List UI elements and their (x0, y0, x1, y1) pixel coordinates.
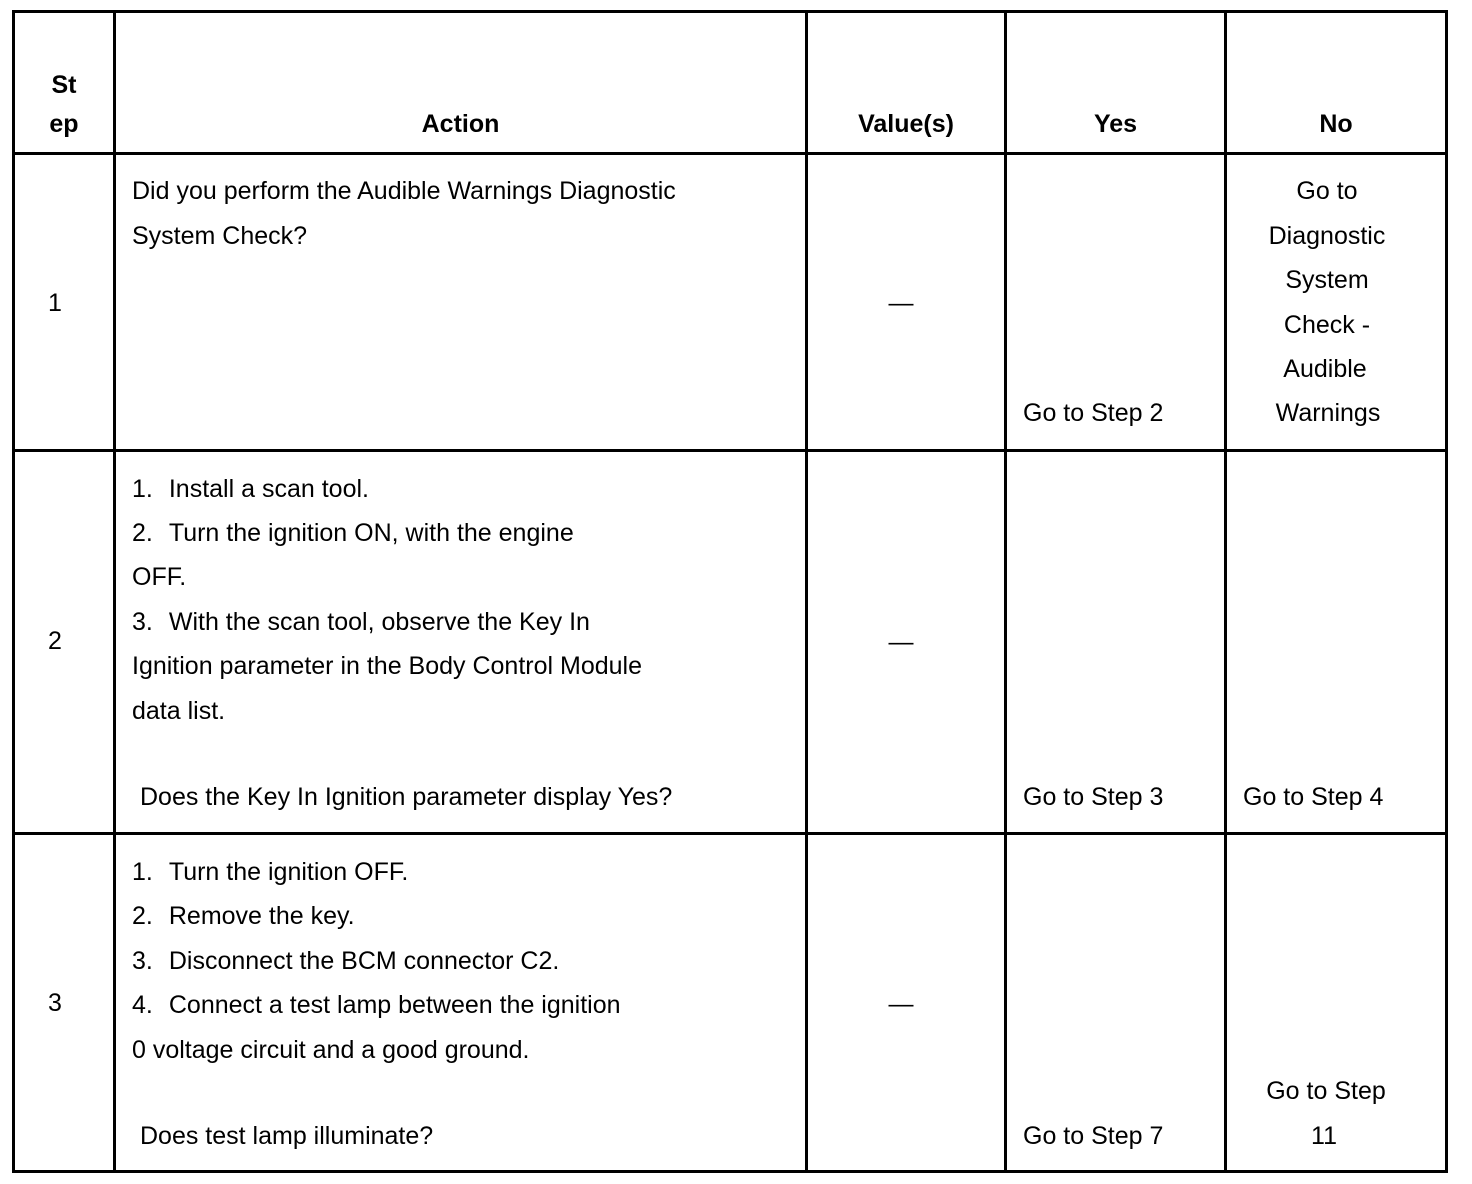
row1-value: — (888, 289, 914, 317)
list-number: 2. (132, 519, 153, 547)
header-divider (12, 152, 1448, 155)
row2-item3-cont1: Ignition parameter in the Body Control Module (132, 652, 643, 680)
list-number: 4. (132, 991, 153, 1019)
row1-no-line2: Diagnostic (1268, 222, 1386, 250)
header-step-line2: ep (49, 110, 79, 138)
row1-step: 1 (48, 289, 62, 317)
list-number: 2. (132, 902, 153, 930)
col-divider-step (113, 10, 116, 1173)
row3-no-line1: Go to Step (1266, 1077, 1386, 1105)
list-text: Disconnect the BCM connector C2. (168, 947, 560, 975)
row3-item2 (132, 894, 355, 939)
header-step-line1: St (51, 71, 77, 99)
row1-no-line5: Audible (1283, 355, 1367, 383)
row1-action-line1: Did you perform the Audible Warnings Diagnostic (132, 177, 676, 205)
table-border-right (1445, 10, 1448, 1173)
row2-item3-cont2: data list. (132, 697, 226, 725)
list-text: Turn the ignition ON, with the engine (168, 519, 574, 547)
row2-item3 (132, 600, 590, 645)
row3-no-line2: 11 (1311, 1122, 1337, 1150)
row3-value: — (888, 990, 914, 1018)
row3-question: Does test lamp illuminate? (140, 1122, 434, 1150)
table-border-top (12, 10, 1448, 13)
row2-step: 2 (48, 627, 62, 655)
row1-no-line3: System (1285, 266, 1369, 294)
row3-item4 (132, 983, 621, 1028)
row1-action-line2: System Check? (132, 222, 308, 250)
list-text: Turn the ignition OFF. (168, 858, 409, 886)
list-number: 3. (132, 608, 153, 636)
row2-item2-cont: OFF. (132, 563, 187, 591)
list-number: 1. (132, 858, 153, 886)
list-text: Remove the key. (168, 902, 355, 930)
row2-no: Go to Step 4 (1243, 783, 1384, 811)
row1-yes: Go to Step 2 (1023, 399, 1164, 427)
header-no: No (1319, 110, 1353, 138)
row2-value: — (888, 628, 914, 656)
row1-no-line6: Warnings (1275, 399, 1381, 427)
list-text: Install a scan tool. (168, 475, 369, 503)
row3-step: 3 (48, 989, 62, 1017)
row3-yes: Go to Step 7 (1023, 1122, 1164, 1150)
list-text: With the scan tool, observe the Key In (168, 608, 590, 636)
table-border-bottom (12, 1170, 1448, 1173)
header-yes: Yes (1093, 110, 1138, 138)
header-values: Value(s) (858, 110, 954, 138)
list-number: 1. (132, 475, 153, 503)
row2-item1 (132, 467, 369, 512)
row3-item1 (132, 850, 408, 895)
row-divider-1 (12, 449, 1448, 452)
row-divider-2 (12, 832, 1448, 835)
list-number: 3. (132, 947, 153, 975)
row3-item3 (132, 939, 559, 984)
col-divider-values (1004, 10, 1007, 1173)
row2-yes: Go to Step 3 (1023, 783, 1164, 811)
row1-no-line1: Go to (1296, 177, 1358, 205)
row2-question: Does the Key In Ignition parameter display Yes? (140, 783, 673, 811)
row1-no-line4: Check - (1283, 311, 1371, 339)
header-action: Action (421, 110, 500, 138)
row2-item2 (132, 511, 574, 556)
row3-item4-cont: 0 voltage circuit and a good ground. (132, 1036, 530, 1064)
list-text: Connect a test lamp between the ignition (168, 991, 621, 1019)
